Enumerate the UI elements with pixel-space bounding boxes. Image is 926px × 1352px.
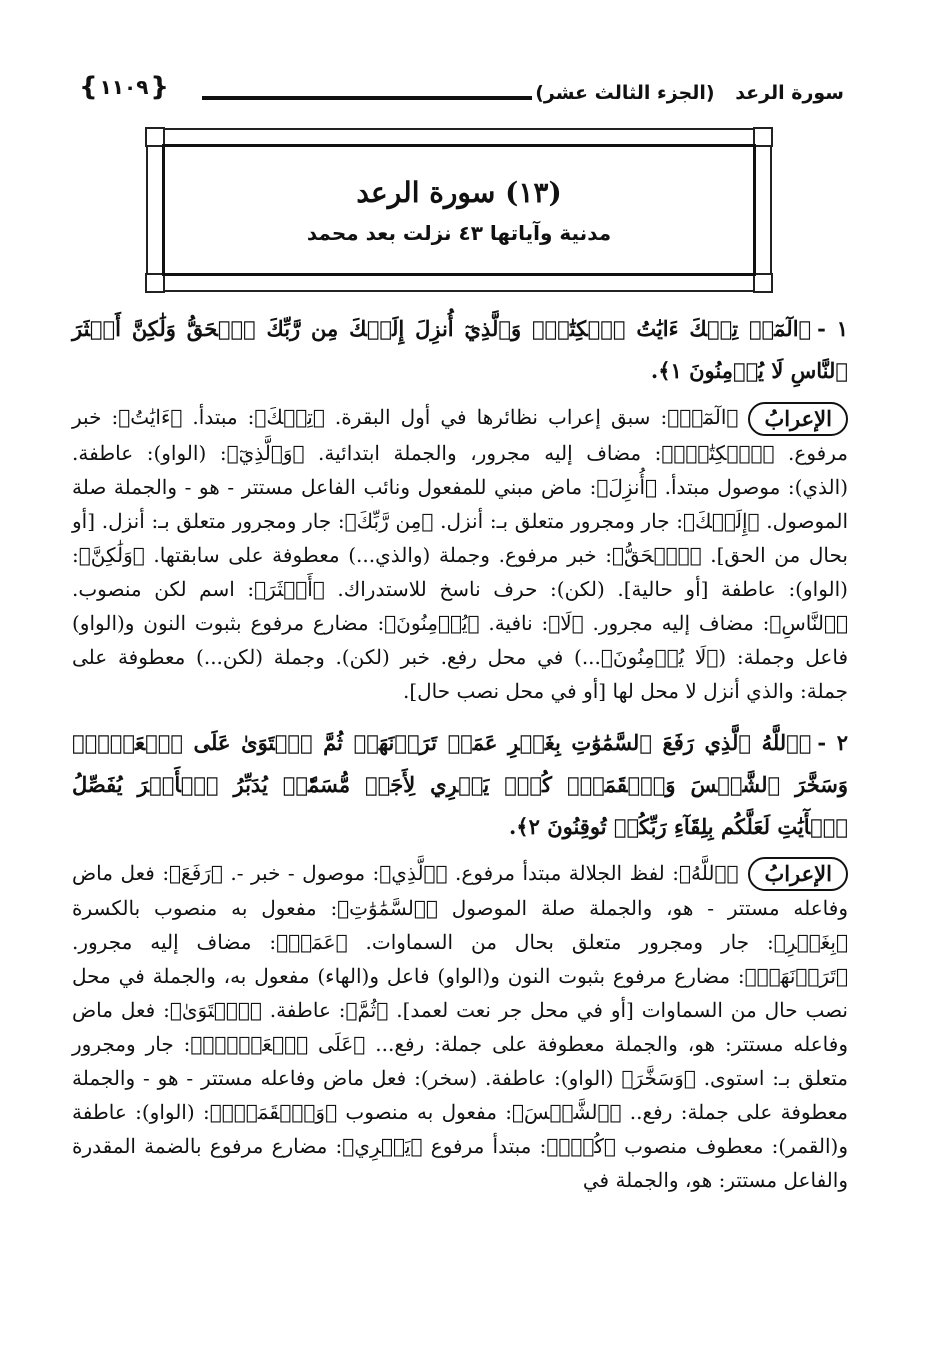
- irab-section-2: [72, 856, 848, 1198]
- running-header: [535, 82, 844, 104]
- surah-title-frame: [146, 128, 772, 292]
- verse-2: [72, 722, 848, 848]
- header-rule: [202, 96, 532, 100]
- irab-text: ﴿ٱللَّهُ﴾: لفظ الجلالة مبتدأ مرفوع. ﴿ٱلَّذِي﴾: موصول - خبر -. ﴿رَفَعَ﴾: فعل ماض وفاعله مستتر - هو، والجملة صلة الموصول ﴿ٱلسَّمَٰوَٰتِ﴾: مفعول به منصوب بالكسرة ﴿بِغَيۡرِ﴾: جار ومجرور متعلق بحال من السماوات. ﴿عَمَدٖ﴾: مضاف إليه مجرور. ﴿تَرَوۡنَهَاۖ﴾: مضارع مرفوع بثبوت النون و(الواو) فاعل و(الهاء) مفعول به، والجملة في محل نصب حال من السماوات [أو في محل جر نعت لعمد]. ﴿ثُمَّ﴾: عاطفة. ﴿ٱسۡتَوَىٰ﴾: فعل ماض وفاعله مستتر: هو، والجملة معطوفة على جملة: رفع... ﴿عَلَى ٱلۡعَرۡشِۖ﴾: جار ومجرور متعلق بـ: استوى. ﴿وَسَخَّرَ﴾ (الواو): عاطفة. (سخر): فعل ماض وفاعله مستتر - هو - والجملة معطوفة على جملة: رفع.. ﴿ٱلشَّمۡسَ﴾: مفعول به منصوب ﴿وَٱلۡقَمَرَۖ﴾: (الواو): عاطفة و(القمر): معطوف منصوب ﴿كُلّٞ﴾: مبتدأ مرفوع ﴿يَجۡرِي﴾: مضارع مرفوع بالضمة المقدرة والفاعل مستتر: هو، والجملة في: [72, 860, 848, 1192]
- header-part: (الجزء الثالث عشر): [535, 82, 715, 104]
- page-number-ornament: [80, 70, 168, 104]
- verse-text: ﴿ٱللَّهُ ٱلَّذِي رَفَعَ ٱلسَّمَٰوَٰتِ بِغَيۡرِ عَمَدٖ تَرَوۡنَهَاۖ ثُمَّ ٱسۡتَوَىٰ عَلَى ٱلۡعَرۡشِۖ وَسَخَّرَ ٱلشَّمۡسَ وَٱلۡقَمَرَۖ كُلّٞ يَجۡرِي لِأَجَلٖ مُّسَمّٗىۚ يُدَبِّرُ ٱلۡأَمۡرَ يُفَصِّلُ ٱلۡأٓيَٰتِ لَعَلَّكُم بِلِقَآءِ رَبِّكُمۡ تُوقِنُونَ ٢﴾.: [72, 729, 848, 839]
- surah-info: مدنية وآياتها ٤٣ نزلت بعد محمد: [306, 220, 612, 245]
- irab-text: ﴿الٓمٓرۚ﴾: سبق إعراب نظائرها في أول البقرة. ﴿تِلۡكَ﴾: مبتدأ. ﴿ءَايَٰتُ﴾: خبر مرفوع. ﴿ٱلۡكِتَٰبِۗ﴾: مضاف إليه مجرور، والجملة ابتدائية. ﴿وَٱلَّذِيٓ﴾: (الواو): عاطفة. (الذي): موصول مبتدأ. ﴿أُنزِلَ﴾: ماض مبني للمفعول ونائب الفاعل مستتر - هو - والجملة صلة الموصول. ﴿إِلَيۡكَ﴾: جار ومجرور متعلق بـ: أنزل. ﴿مِن رَّبِّكَ﴾: جار ومجرور متعلق بـ: أنزل. [أو بحال من الحق]. ﴿ٱلۡحَقُّ﴾: خبر مرفوع. وجملة (والذي...) معطوفة على سابقتها. ﴿وَلَٰكِنَّ﴾: (الواو): عاطفة [أو حالية]. (لكن): حرف ناسخ للاستدراك. ﴿أَكۡثَرَ﴾: اسم لكن منصوب. ﴿ٱلنَّاسِ﴾: مضاف إليه مجرور. ﴿لَا﴾: نافية. ﴿يُؤۡمِنُونَ﴾: مضارع مرفوع بثبوت النون و(الواو) فاعل وجملة: (﴿لَا يُؤۡمِنُونَ﴾...) في محل رفع. خبر (لكن). وجملة (لكن...) معطوفة على جملة: والذي أنزل لا محل لها [أو في محل نصب حال].: [72, 405, 848, 703]
- verse-number: ١ -: [817, 316, 848, 341]
- irab-label: الإعرابُ: [748, 402, 848, 436]
- page-number: ١١٠٩: [99, 75, 149, 99]
- frame-corner: [753, 273, 773, 293]
- frame-corner: [145, 273, 165, 293]
- verse-number: ٢ -: [817, 729, 848, 755]
- verse-1: [72, 308, 848, 392]
- page-content: [72, 308, 848, 1211]
- surah-title-inner: [162, 144, 756, 276]
- page-number-bracket-left: {: [79, 72, 98, 102]
- irab-label: الإعرابُ: [748, 857, 848, 891]
- irab-section-1: [72, 400, 848, 708]
- surah-title: (١٣) سورة الرعد: [356, 175, 562, 209]
- frame-corner: [753, 127, 773, 147]
- page-number-bracket-right: }: [150, 72, 169, 102]
- verse-text: ﴿الٓمٓرۚ تِلۡكَ ءَايَٰتُ ٱلۡكِتَٰبِۗ وَٱلَّذِيٓ أُنزِلَ إِلَيۡكَ مِن رَّبِّكَ ٱلۡحَقُّ وَلَٰكِنَّ أَكۡثَرَ ٱلنَّاسِ لَا يُؤۡمِنُونَ ١﴾.: [72, 316, 848, 383]
- header-surah-name: سورة الرعد: [735, 82, 844, 104]
